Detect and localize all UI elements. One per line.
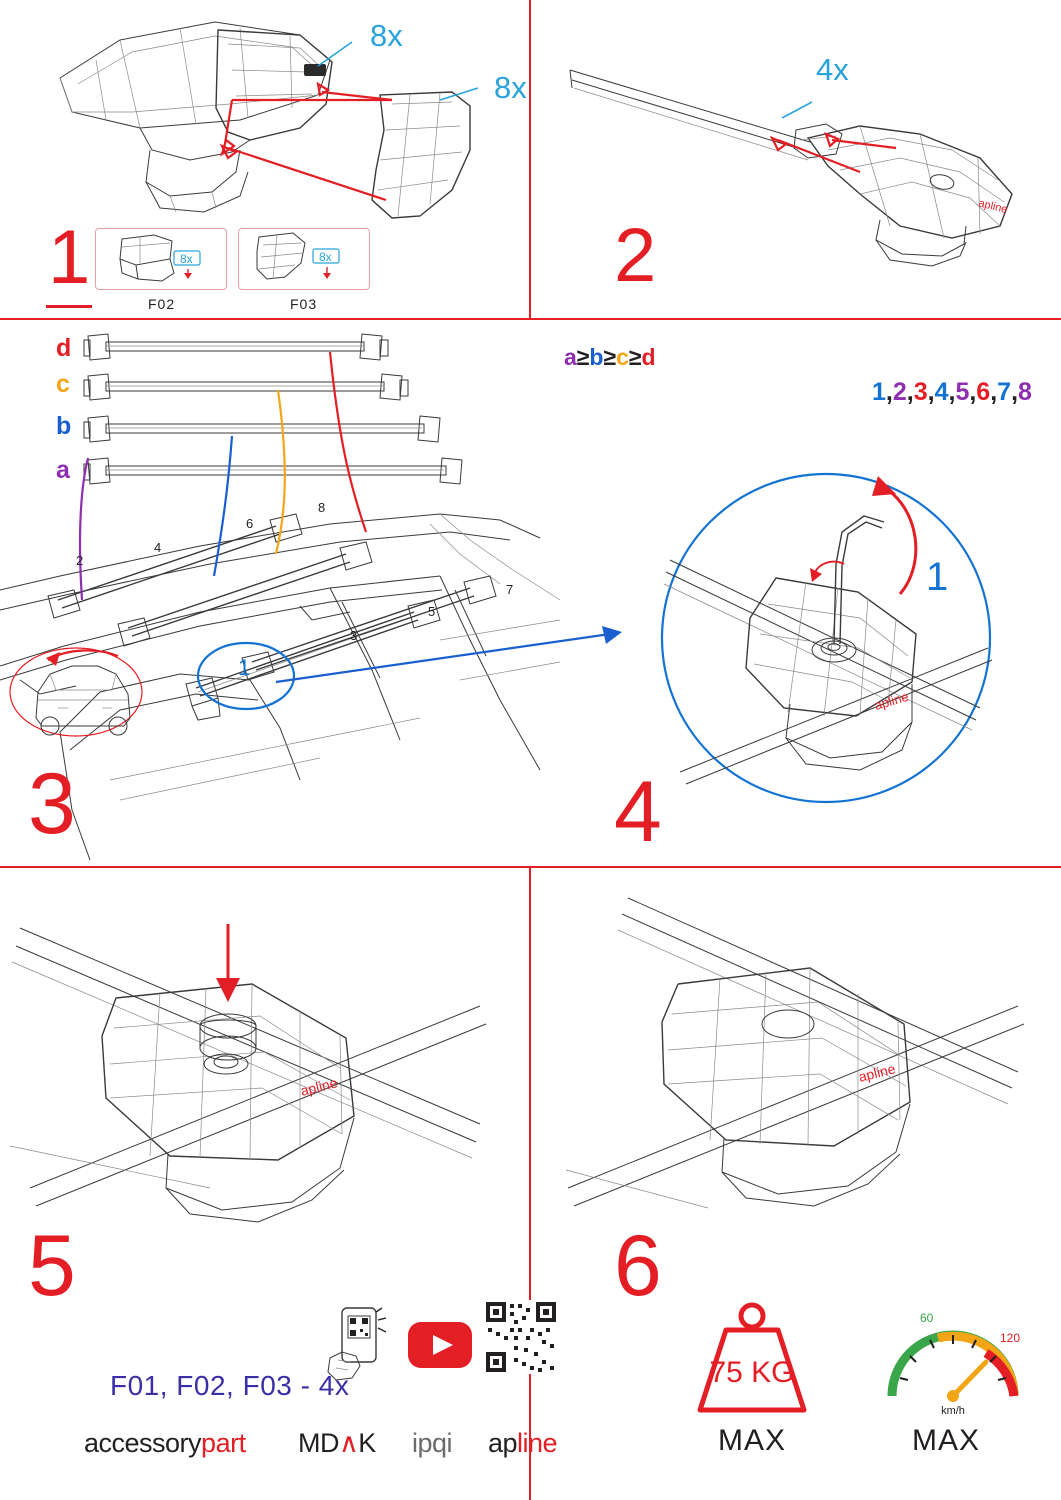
bar-stack	[80, 328, 410, 488]
divider-col-top	[529, 0, 531, 318]
roof-point-2: 2	[76, 553, 84, 568]
svg-text:apline: apline	[977, 197, 1009, 217]
phone-qr-icon	[326, 1306, 390, 1386]
step-number-2: 2	[614, 213, 655, 298]
kit-label-f02: F02	[148, 296, 176, 312]
roof-point-4: 4	[154, 540, 162, 555]
vehicle-orientation-icon	[6, 640, 156, 750]
qr-code	[484, 1300, 558, 1374]
step-number-5: 5	[28, 1218, 74, 1314]
step5-parts-line: F01, F02, F03 - 4x	[110, 1370, 350, 1401]
svg-text:120: 120	[1000, 1331, 1021, 1345]
step2-qty: 4x	[816, 52, 849, 87]
roof-point-5: 5	[428, 604, 436, 619]
kit-box-f02	[95, 228, 227, 290]
step3-to-step4-arrow	[270, 614, 630, 704]
brand-mdak: MD∧K	[298, 1428, 376, 1458]
brand-apline: apline	[488, 1428, 558, 1458]
svg-text:8x: 8x	[319, 250, 332, 264]
step-number-4: 4	[614, 764, 660, 860]
max-speed-label: MAX	[912, 1424, 981, 1457]
bar-label-c: c	[56, 370, 70, 398]
svg-text:apline: apline	[298, 1074, 339, 1099]
bar-label-d: d	[56, 334, 72, 362]
kit-box-f03	[238, 228, 370, 290]
roof-point-7: 7	[506, 582, 514, 597]
svg-text:km/h: km/h	[941, 1405, 965, 1417]
svg-text:1: 1	[926, 555, 949, 599]
step-number-1: 1	[48, 215, 89, 300]
step-number-6: 6	[614, 1218, 660, 1314]
brand-accessorypart: accessorypart	[84, 1428, 246, 1458]
max-weight-label: MAX	[718, 1424, 787, 1457]
roof-point-6: 6	[246, 516, 254, 531]
brand-ipqi: ipqi	[412, 1428, 453, 1458]
step6-illustration	[548, 888, 1048, 1228]
divider-col-bottom	[529, 866, 531, 1500]
step1-underline	[46, 305, 92, 308]
divider-row1	[0, 318, 1061, 320]
roof-point-3: 3	[350, 628, 358, 643]
youtube-icon[interactable]	[408, 1322, 472, 1368]
step-number-3: 3	[28, 756, 74, 852]
max-speed-icon	[878, 1296, 1028, 1422]
svg-text:apline: apline	[872, 688, 911, 713]
svg-text:60: 60	[920, 1311, 934, 1325]
bar-length-inequality: a≥b≥c≥d	[564, 344, 656, 370]
max-weight-icon	[682, 1300, 822, 1420]
svg-text:apline: apline	[856, 1060, 897, 1085]
step3-callout-label: 1	[238, 655, 251, 680]
bar-label-b: b	[56, 412, 72, 440]
max-weight-value: 75 KG	[709, 1356, 795, 1389]
step4-detail-panel	[620, 472, 1040, 822]
kit-label-f03: F03	[290, 296, 318, 312]
step5-illustration	[10, 888, 510, 1228]
roof-point-8: 8	[318, 500, 326, 515]
step1-qty-top: 8x	[370, 18, 403, 53]
bar-label-a: a	[56, 456, 70, 484]
step1-qty-right: 8x	[494, 70, 527, 105]
step4-tightening-sequence: 1,2,3,4,5,6,7,8	[872, 378, 1032, 406]
svg-text:8x: 8x	[180, 252, 193, 266]
